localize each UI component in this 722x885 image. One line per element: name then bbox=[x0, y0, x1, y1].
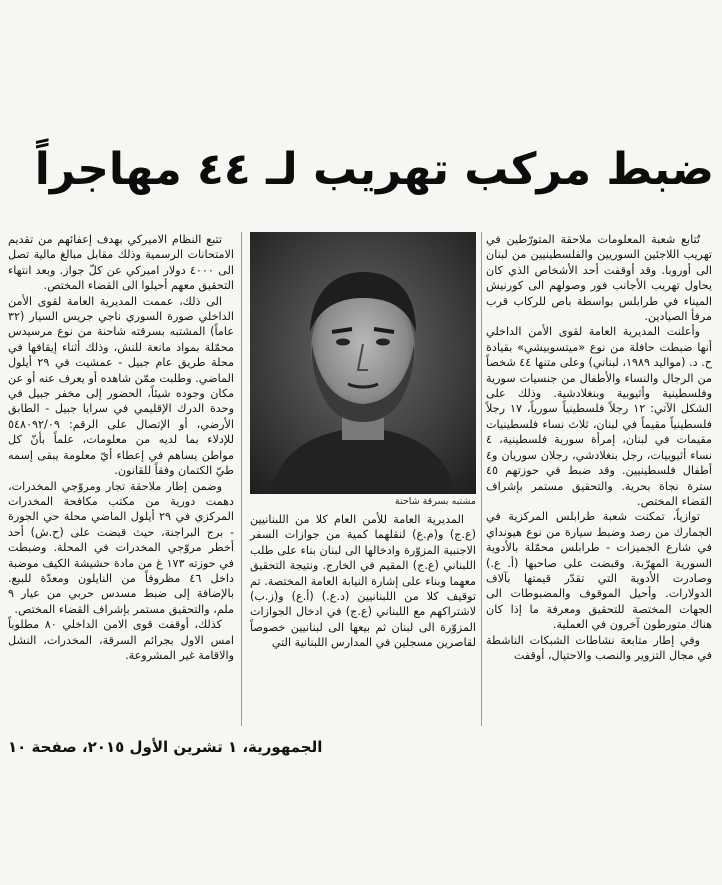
paragraph: المديرية العامة للأمن العام كلا من اللبنانيين (ع.ج) و(م.ع) لنقلهما كمية من جوازات السفر الاجنبية المزوّرة وادخالها الى لبنان بناء على طلب اللبناني (ع.ج) المقيم في الخارج. ونتيجة التحقيق معهما وبناء على إشارة النيابة العامة المختصة. تم توقيف كلا من اللبنانيين (د.ع.) (أ.ع) و(ز.ب) لاشتراكهم مع اللبناني (ع.ج) في ادخال الجوازات المزوّرة الى لبنان ثم بيعها الى لبنانيين خصوصاً لقاصرين مسجلين في المدارس اللبنانية التي bbox=[250, 513, 476, 650]
paragraph: توازياً، تمكنت شعبة طرابلس المركزية في الجمارك من رصد وضبط سيارة من نوع هيونداي في شارع الجميزات - طرابلس محمّلة بالأدوية السورية المهرّبة. وقبضت على صاحبها (أ. ع.) وصادرت الأدوية التي تقدّر قيمتها بآلاف الدولارات. وأحيل الموقوف والمضبوطات الى الجهات المختصة للتحقيق ومعرفة ما إذا كان هناك متورطون آخرون في العملية. bbox=[486, 510, 712, 632]
paragraph: وفي إطار متابعة نشاطات الشبكات الناشطة في مجال التزوير والنصب والاحتيال، أوقفت bbox=[486, 633, 712, 662]
paragraph: وضمن إطار ملاحقة تجار ومروّجي المخدرات، دهمت دورية من مكتب مكافحة المخدرات المركزي في ٢٩ أيلول الماضي محلة حي الجورة - برج البراجنة، حيث قبضت على (ح.ش) أحد أخطر مروّجي المخدرات في المحلة. وضبطت في حوزته ١٧٣ غ من مادة حشيشة الكيف موضبة داخل ٤٦ مظروفاً من النايلون ومعدّة للبيع. بالإضافة إلى ضبط مسدس حربي من عيار ٩ ملم، والتحقيق مستمر بإشراف القضاء المختص. bbox=[8, 479, 234, 616]
paragraph: الى ذلك، عممت المديرية العامة لقوى الأمن الداخلي صورة السوري ناجي جريس السيار (٣٢ عاماً) المشتبه بسرقته شاحنة من نوع مرسيدس محمّلة بمواد مانعة للنش، وذلك أثناء إيقافها في محلة طريق عام جبيل - عمشيت في ٢٩ أيلول الماضي. وطلبت ممّن شاهده أو يعرف عنه أو عن مكان وجوده شيئاً، الحضور إلى مخفر جبيل في وحدة الدرك الإقليمي في سرايا جبيل - الطابق الأرضي، أو الإتصال على الرقم: ٥٤٨٠٩٢/٠٩ للإدلاء بما لديه من معلومات، علماً بأنّ كل مواطن يساهم في إعطاء أيّ معلومة يبقى إسمه طيّ الكتمان وفقاً للقانون. bbox=[8, 294, 235, 478]
article-headline: ضبط مركب تهريب لـ ٤٤ مهاجراً bbox=[34, 144, 714, 195]
photo-caption: مشتبه بسرقة شاحنة bbox=[394, 496, 476, 507]
article-column-right bbox=[486, 232, 712, 728]
paragraph: تتبع النظام الاميركي بهدف إعفائهم من تقديم الامتحانات الرسمية وذلك مقابل مبالغ مالية تصل الى ٤٠٠٠ دولار اميركي عن كلّ جواز. وبعد انتهاء التحقيق معهم أحيلوا الى القضاء المختص. bbox=[8, 233, 234, 293]
column-divider bbox=[241, 232, 242, 726]
source-citation: الجمهورية، ١ تشرين الأول ٢٠١٥، صفحة ١٠ bbox=[8, 738, 323, 756]
paragraph: كذلك، أوقفت قوى الامن الداخلي ٨٠ مطلوباً امس الاول بجرائم السرقة، المخدرات، النشل والاقامة غير المشروعة. bbox=[8, 618, 234, 662]
article-column-middle bbox=[250, 512, 476, 726]
paragraph: تُتابع شعبة المعلومات ملاحقة المتورّطين في تهريب اللاجئين السوريين والفلسطينيين من لبنان الى أوروبا. وقد أوقفت أحد الأشخاص الذي كان يحاول تهريب الأجانب فور وصولهم الى كورنيش الميناء في طرابلس بواسطة باص للركاب قرب مرفأ الصيادين. bbox=[486, 233, 712, 324]
portrait-illustration bbox=[250, 232, 476, 494]
column-divider bbox=[481, 232, 482, 726]
paragraph: وأعلنت المديرية العامة لقوى الأمن الداخلي أنها ضبطت حافلة من نوع «ميتسوبيشي» بقيادة ح. د. (مواليد ١٩٨٩، لبناني) وعلى متنها ٤٤ شخصاً من الرجال والنساء والأطفال من جنسيات سورية وفلسطينية وأثيوبية وبنغلادشية. وذلك على الشكل الآتي: ١٢ رجلاً فلسطينياً سورياً، ١٧ رجلاً فلسطينياً مقيماً في لبنان، ثلاث نساء فلسطينيات مقيمات في لبنان، إمرأة سورية فلسطينية، ٤ نساء أثيوبيات، رجل بنغلادشي، رجلان سوريان و٤ أطفال فلسطينيين. وقد ضبط في حوزتهم ٤٥ سترة نجاة بحرية. والتحقيق مستمر بإشراف القضاء المختص. bbox=[486, 325, 713, 508]
suspect-photo bbox=[250, 232, 476, 494]
article-column-left bbox=[8, 232, 234, 704]
